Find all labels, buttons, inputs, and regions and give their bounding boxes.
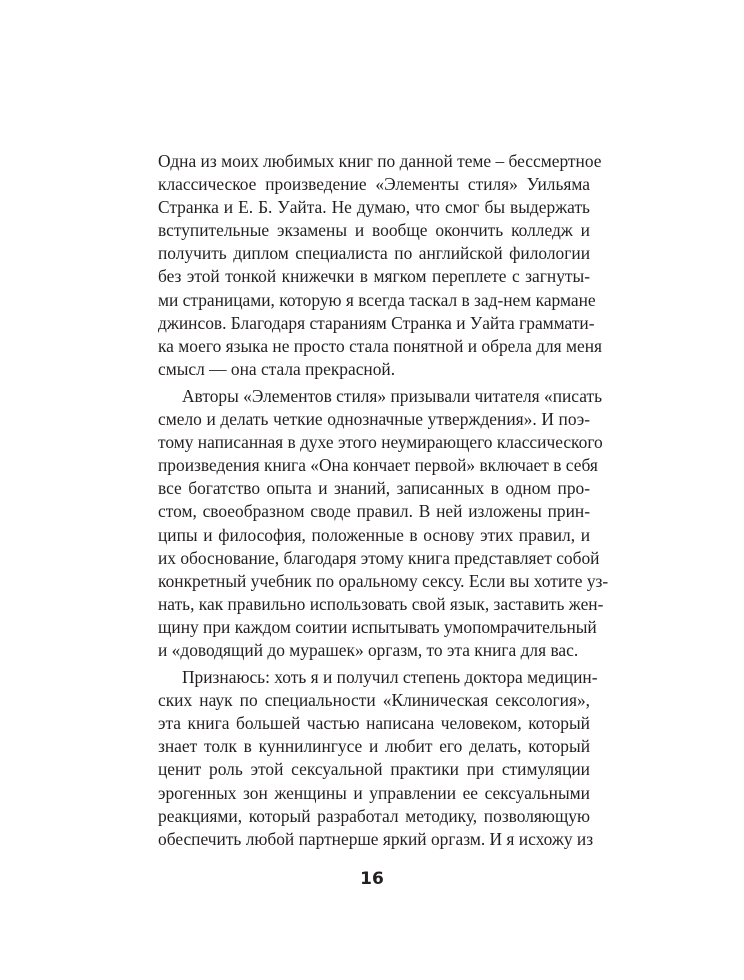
text-line: вступительные экзамены и вообще окончить колледж и	[158, 220, 590, 241]
paragraph-1	[158, 150, 603, 381]
text-line: джинсов. Благодаря стараниям Странка и Уайта граммати-	[158, 312, 595, 333]
text-line: без этой тонкой книжечки в мягком переплете с загнуты-	[158, 266, 590, 287]
text-line: классическое произведение «Элементы стиля» Уильяма	[158, 174, 590, 195]
text-line: знает толк в куннилингусе и любит его делать, который	[158, 736, 590, 757]
text-line: эта книга большей частью написана человеком, который	[158, 713, 590, 734]
text-line: ми страницами, которую я всегда таскал в зад-нем кармане	[158, 289, 596, 310]
text-line: их обоснование, благодаря этому книга представляет собой	[158, 547, 600, 568]
text-line: получить диплом специалиста по английской филологии	[158, 243, 590, 264]
text-line: Признаюсь: хоть я и получил степень доктора медицин-	[182, 667, 598, 688]
text-line: все богатство опыта и знаний, записанных в одном про-	[158, 478, 590, 499]
text-line: обеспечить любой партнерше яркий оргазм. И я исхожу из	[158, 828, 594, 849]
text-line: Авторы «Элементов стиля» призывали читателя «писать	[182, 385, 603, 406]
text-line: произведения книга «Она кончает первой» включает в себя	[158, 455, 598, 476]
text-line: смело и делать четкие однозначные утверждения». И поэ-	[158, 409, 590, 430]
text-line: тому написанная в духе этого неумирающего классического	[158, 432, 603, 453]
text-line: эрогенных зон женщины и управлении ее сексуальными	[158, 782, 590, 803]
text-line: реакциями, который разработал методику, позволяющую	[158, 805, 590, 826]
text-line: нать, как правильно использовать свой язык, заставить жен-	[158, 593, 604, 614]
text-line: конкретный учебник по оральному сексу. Если вы хотите уз-	[158, 570, 609, 591]
text-line: ских наук по специальности «Клиническая сексология»,	[158, 690, 590, 711]
text-line: ценит роль этой сексуальной практики при стимуляции	[158, 759, 590, 780]
text-line: ципы и философия, положенные в основу этих правил, и	[158, 524, 590, 545]
text-line: ка моего языка не просто стала понятной и обрела для меня	[158, 335, 603, 356]
body-text	[158, 150, 609, 851]
text-line: стом, своеобразном своде правил. В ней изложены прин-	[158, 501, 590, 522]
paragraph-2	[158, 385, 609, 662]
text-line: и «доводящий до мурашек» оргазм, то эта книга для вас.	[158, 639, 579, 660]
paragraph-3	[158, 666, 598, 851]
text-line: смысл — она стала прекрасной.	[158, 358, 396, 379]
page-number: 16	[360, 869, 384, 889]
text-line: Странка и Е. Б. Уайта. Не думаю, что смог бы выдержать	[158, 197, 590, 218]
text-line: Одна из моих любимых книг по данной теме – бессмертное	[158, 151, 602, 171]
text-line: щину при каждом соитии испытывать умопомрачительный	[158, 616, 597, 637]
